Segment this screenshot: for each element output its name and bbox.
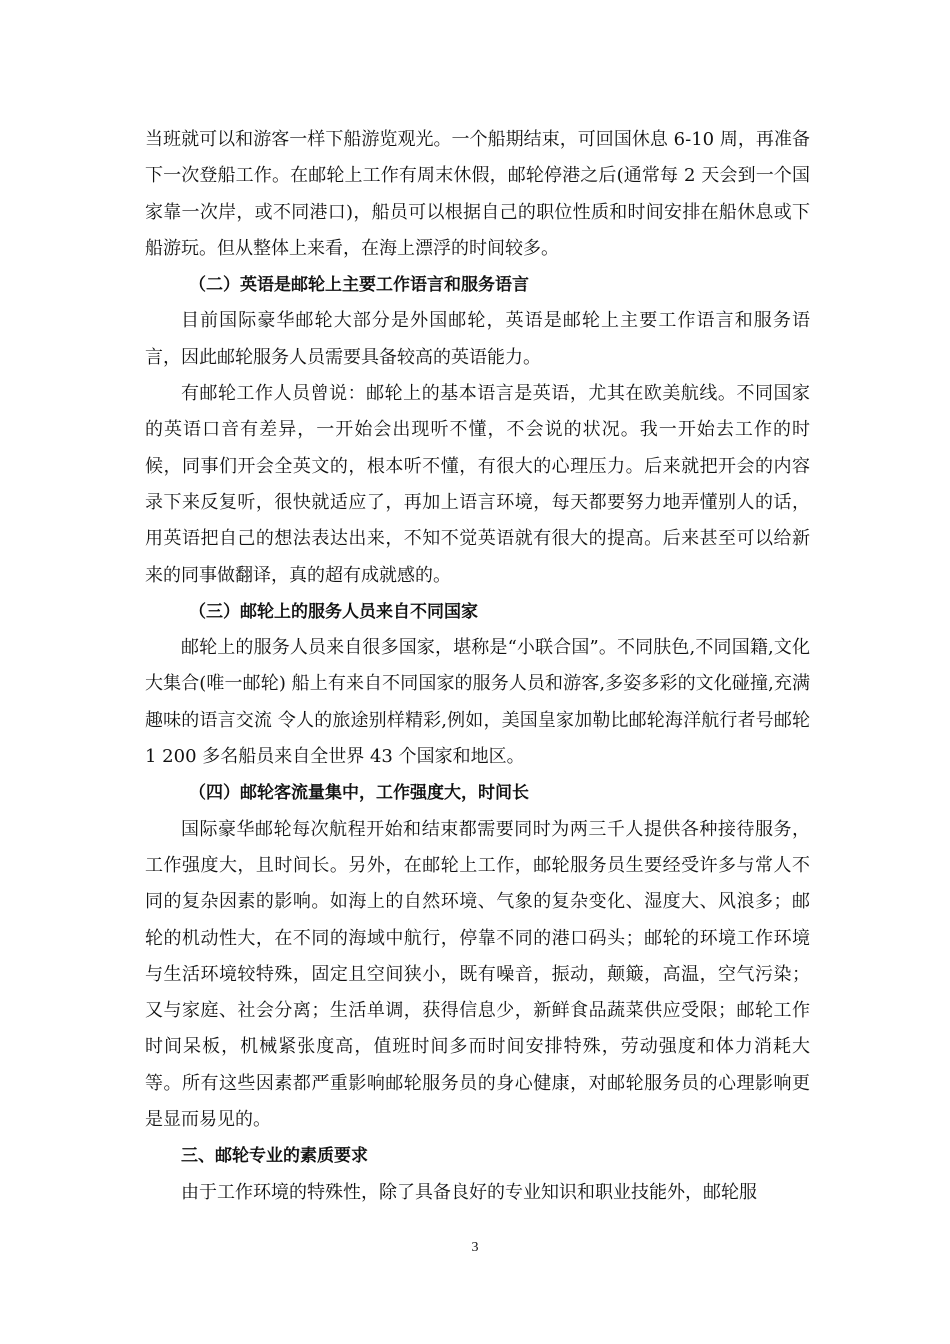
paragraph-staff-quote: 有邮轮工作人员曾说：邮轮上的基本语言是英语，尤其在欧美航线。不同国家的英语口音有差异，一开始会出现听不懂，不会说的状况。我一开始去工作的时候，同事们开会全英文的，根本听不懂，有很大的心理压力。后来就把开会的内容录下来反复听，很快就适应了，再加上语言环境，每天都要努力地弄懂别人的话，用英语把自己的想法表达出来，不知不觉英语就有很大的提高。后来甚至可以给新来的同事做翻译，真的超有成就感的。 xyxy=(145,383,810,586)
section-heading-4: （四）邮轮客流量集中，工作强度大，时间长 xyxy=(189,783,529,804)
paragraph-english-language: 目前国际豪华邮轮大部分是外国邮轮，英语是邮轮上主要工作语言和服务语言，因此邮轮服务人员需要具备较高的英语能力。 xyxy=(145,310,810,368)
section-heading-main: 三、邮轮专业的素质要求 xyxy=(181,1146,368,1167)
page-number: 3 xyxy=(471,1240,479,1255)
paragraph-international-staff: 邮轮上的服务人员来自很多国家，堪称是“小联合国”。不同肤色,不同国籍,文化大集合(唯一邮轮) 船上有来自不同国家的服务人员和游客,多姿多彩的文化碰撞,充满趣味的语言交流 令人的旅途别样精彩,例如，美国皇家加勒比邮轮海洋航行者号邮轮 1 200 多名船员来自全世界 43 个国家和地区。 xyxy=(145,637,810,768)
paragraph-quality-requirements: 由于工作环境的特殊性，除了具备良好的专业知识和职业技能外，邮轮服 xyxy=(181,1181,757,1203)
paragraph-work-intensity: 国际豪华邮轮每次航程开始和结束都需要同时为两三千人提供各种接待服务，工作强度大，且时间长。另外，在邮轮上工作，邮轮服务员生要经受许多与常人不同的复杂因素的影响。如海上的自然环境、气象的复杂变化、湿度大、风浪多；邮轮的机动性大，在不同的海域中航行，停靠不同的港口码头；邮轮的环境工作环境与生活环境较特殊，固定且空间狭小，既有噪音，振动，颠簸，高温，空气污染；又与家庭、社会分离；生活单调，获得信息少，新鲜食品蔬菜供应受限；邮轮工作时间呆板，机械紧张度高，值班时间多而时间安排特殊，劳动强度和体力消耗大等。所有这些因素都严重影响邮轮服务员的身心健康，对邮轮服务员的心理影响更是显而易见的。 xyxy=(145,818,810,1131)
section-heading-2: （二）英语是邮轮上主要工作语言和服务语言 xyxy=(189,275,529,296)
paragraph-continuation: 当班就可以和游客一样下船游览观光。一个船期结束，可回国休息 6-10 周，再准备下一次登船工作。在邮轮上工作有周末休假，邮轮停港之后(通常每 2 天会到一个国家靠一次岸，或不同港口)，船员可以根据自己的职位性质和时间安排在船休息或下船游玩。但从整体上来看，在海上漂浮的时间较多。 xyxy=(145,129,810,259)
section-heading-3: （三）邮轮上的服务人员来自不同国家 xyxy=(189,601,478,622)
document-body xyxy=(145,122,810,1211)
